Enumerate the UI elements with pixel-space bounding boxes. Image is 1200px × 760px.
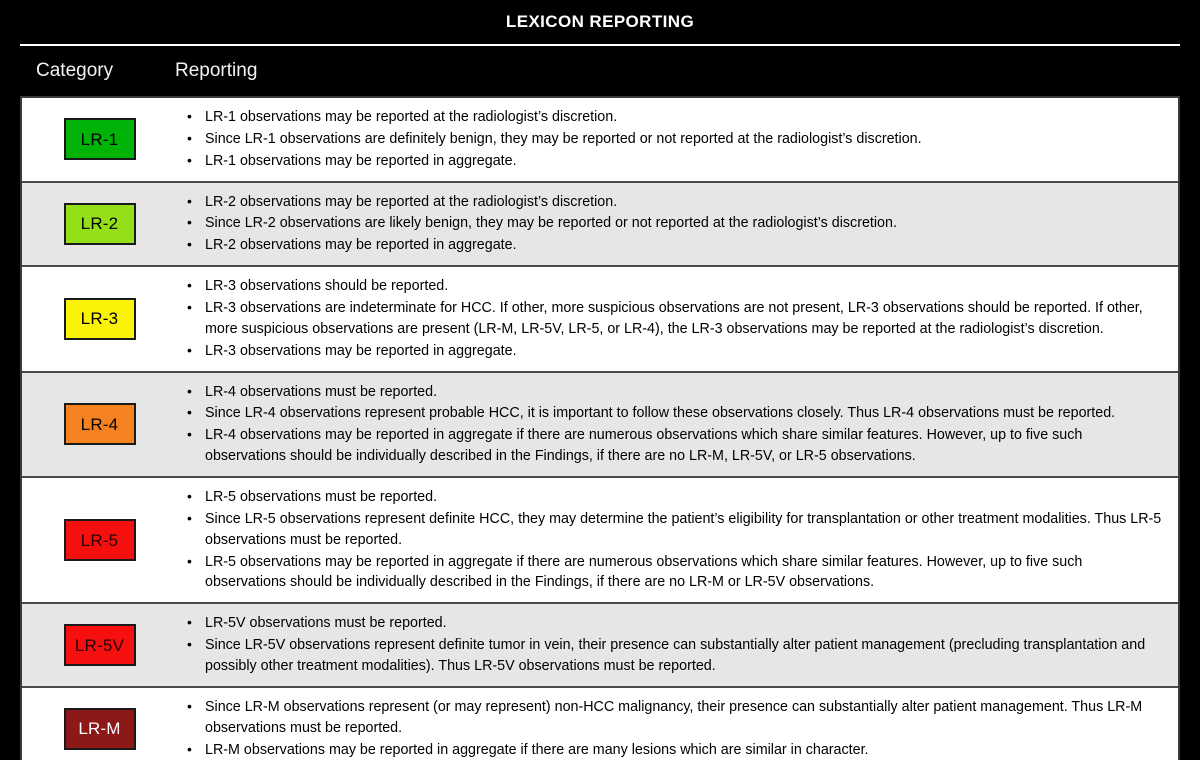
reporting-bullet: • LR-4 observations must be reported.	[183, 382, 1164, 403]
reporting-bullet: • LR-4 observations may be reported in aggregate if there are numerous observations which share similar features. However, up to five such observations should be individually described in the Findings, if there are no LR-M, LR-5V, or LR-5 observations.	[183, 425, 1164, 467]
category-badge: LR-1	[64, 118, 136, 160]
reporting-cell	[177, 267, 1178, 370]
reporting-cell	[177, 183, 1178, 266]
reporting-bullet: • Since LR-5 observations represent definite HCC, they may determine the patient’s eligibility for transplantation or other treatment modalities. Thus LR-5 observations must be reported.	[183, 509, 1164, 551]
reporting-bullet: • LR-5V observations must be reported.	[183, 613, 1164, 634]
reporting-bullet: • LR-M observations may be reported in aggregate if there are many lesions which are similar in character.	[183, 740, 1164, 760]
category-cell	[22, 604, 177, 686]
reporting-bullet: • LR-2 observations may be reported in aggregate.	[183, 235, 1164, 256]
column-header-category: Category	[36, 60, 114, 81]
category-badge: LR-4	[64, 403, 136, 445]
reporting-bullet-list	[183, 697, 1164, 760]
column-headers	[20, 46, 1180, 96]
category-cell	[22, 267, 177, 370]
category-badge: LR-5V	[64, 624, 136, 666]
category-cell	[22, 98, 177, 181]
lexicon-reporting-table	[20, 96, 1180, 760]
category-cell	[22, 478, 177, 602]
table-row	[22, 373, 1178, 478]
table-row	[22, 688, 1178, 760]
reporting-bullet-list	[183, 487, 1164, 593]
reporting-bullet-list	[183, 107, 1164, 172]
reporting-bullet: • LR-5 observations must be reported.	[183, 487, 1164, 508]
category-cell	[22, 373, 177, 476]
table-row	[22, 478, 1178, 604]
reporting-bullet: • Since LR-M observations represent (or may represent) non-HCC malignancy, their presence can substantially alter patient management. Thus LR-M observations must be reported.	[183, 697, 1164, 739]
column-header-reporting: Reporting	[175, 60, 258, 81]
table-row	[22, 98, 1178, 183]
reporting-cell	[177, 478, 1178, 602]
reporting-bullet: • Since LR-1 observations are definitely benign, they may be reported or not reported at the radiologist’s discretion.	[183, 129, 1164, 150]
reporting-bullet: • LR-3 observations are indeterminate for HCC. If other, more suspicious observations are not present, LR-3 observations should be reported. If other, more suspicious observations are present (LR-M, LR-5V, LR-5, or LR-4), the LR-3 observations may be reported at the radiologist’s discretion.	[183, 298, 1164, 340]
category-badge: LR-2	[64, 203, 136, 245]
reporting-bullet: • Since LR-5V observations represent definite tumor in vein, their presence can substantially alter patient management (precluding transplantation and possibly other treatment modalities). Thus LR-5V observations must be reported.	[183, 635, 1164, 677]
category-badge: LR-3	[64, 298, 136, 340]
category-cell	[22, 688, 177, 760]
reporting-bullet: • LR-1 observations may be reported in aggregate.	[183, 151, 1164, 172]
reporting-cell	[177, 604, 1178, 686]
table-row	[22, 183, 1178, 268]
reporting-bullet: • LR-3 observations should be reported.	[183, 276, 1164, 297]
reporting-bullet-list	[183, 276, 1164, 361]
category-cell	[22, 183, 177, 266]
page-title: LEXICON REPORTING	[505, 12, 695, 31]
reporting-bullet: • LR-3 observations may be reported in aggregate.	[183, 341, 1164, 362]
reporting-cell	[177, 688, 1178, 760]
reporting-bullet-list	[183, 613, 1164, 677]
reporting-bullet: • LR-2 observations may be reported at the radiologist’s discretion.	[183, 192, 1164, 213]
reporting-bullet-list	[183, 382, 1164, 467]
category-badge: LR-M	[64, 708, 136, 750]
table-row	[22, 604, 1178, 688]
reporting-bullet: • Since LR-4 observations represent probable HCC, it is important to follow these observations closely. Thus LR-4 observations must be reported.	[183, 403, 1164, 424]
reporting-bullet: • Since LR-2 observations are likely benign, they may be reported or not reported at the radiologist’s discretion.	[183, 213, 1164, 234]
reporting-cell	[177, 98, 1178, 181]
title-bar	[0, 0, 1200, 44]
reporting-bullet: • LR-1 observations may be reported at the radiologist’s discretion.	[183, 107, 1164, 128]
reporting-bullet-list	[183, 192, 1164, 257]
reporting-bullet: • LR-5 observations may be reported in aggregate if there are numerous observations which share similar features. However, up to five such observations should be individually described in the Findings, if there are no LR-M or LR-5V observations.	[183, 552, 1164, 594]
table-row	[22, 267, 1178, 372]
reporting-cell	[177, 373, 1178, 476]
category-badge: LR-5	[64, 519, 136, 561]
